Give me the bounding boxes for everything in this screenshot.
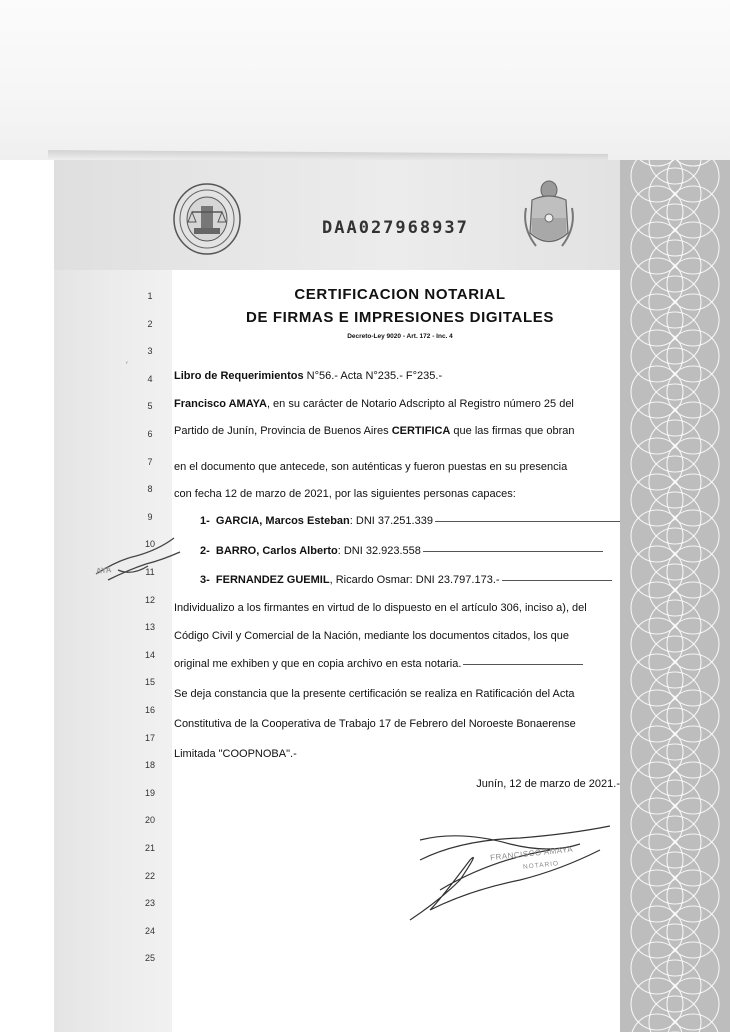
book-reference-line xyxy=(174,370,624,382)
text-line-6 xyxy=(174,425,624,437)
document-subtitle: DE FIRMAS E IMPRESIONES DIGITALES xyxy=(246,309,554,326)
line-6-a: Partido de Junín, Provincia de Buenos Aires xyxy=(174,425,392,437)
line-number: 13 xyxy=(144,622,155,633)
line-6-b: que las firmas que obran xyxy=(450,425,575,437)
line-number: 4 xyxy=(147,373,153,384)
decree-reference: Decreto-Ley 9020 - Art. 172 - Inc. 4 xyxy=(347,333,453,340)
text-line-15: Se deja constancia que la presente certificación se realiza en Ratificación del Acta xyxy=(174,688,575,700)
line-number: 18 xyxy=(144,760,155,771)
text-line-16: Constitutiva de la Cooperativa de Trabajo 17 de Febrero del Noroeste Bonaerense xyxy=(174,718,576,730)
signer-2-name: BARRO, Carlos Alberto xyxy=(215,545,338,557)
text-line-17: Limitada "COOPNOBA".- xyxy=(174,748,297,760)
line-number: 6 xyxy=(147,429,153,439)
signer-2-number: 2- xyxy=(200,545,210,557)
signer-signature xyxy=(88,530,198,590)
line-number: 5 xyxy=(147,401,153,412)
text-line-12: Individualizo a los firmantes en virtud de lo dispuesto en el artículo 306, inciso a), del xyxy=(174,602,587,614)
line-number: 19 xyxy=(144,787,155,798)
text-line-13: Código Civil y Comercial de la Nación, mediante los documentos citados, los que xyxy=(174,630,569,642)
document-title: CERTIFICACION NOTARIAL xyxy=(294,286,506,303)
line-number: 22 xyxy=(144,870,155,881)
notary-name: Francisco AMAYA xyxy=(174,398,267,410)
faded-stamp-text: AYA xyxy=(95,565,112,576)
signer-1-name: GARCIA, Marcos Esteban xyxy=(215,515,350,527)
scan-margin-top xyxy=(0,0,730,160)
signer-1-fill xyxy=(435,521,620,522)
line-number: 17 xyxy=(144,732,155,743)
signer-2-doc: : DNI 32.923.558 xyxy=(337,545,421,557)
line-5-text: , en su carácter de Notario Adscripto al Registro número 25 del xyxy=(266,398,574,410)
notary-signature xyxy=(400,820,620,930)
certifica-word: CERTIFICA xyxy=(391,425,451,437)
line-number: 15 xyxy=(144,677,155,688)
notary-stamp-role: NOTARIO xyxy=(522,860,560,871)
signer-2 xyxy=(200,545,620,557)
line-number: 2 xyxy=(147,318,153,329)
line-number: 24 xyxy=(144,925,155,936)
text-line-7: en el documento que antecede, son auténticas y fueron puestas en su presencia xyxy=(174,461,568,473)
line-number: 25 xyxy=(144,953,155,964)
line-number: 1 xyxy=(147,291,153,301)
line-number: 11 xyxy=(145,567,155,577)
line-number: 20 xyxy=(144,815,155,826)
signer-1 xyxy=(200,515,620,527)
line-number: 3 xyxy=(147,346,153,357)
line-number: 21 xyxy=(144,843,155,853)
text-line-8: con fecha 12 de marzo de 2021, por las siguientes personas capaces: xyxy=(174,488,516,500)
signer-2-fill xyxy=(423,551,603,552)
text-line-5 xyxy=(174,398,624,410)
signer-1-doc: : DNI 37.251.339 xyxy=(349,515,433,527)
guilloche-border xyxy=(620,160,730,1032)
signer-3-name: FERNANDEZ GUEMIL xyxy=(215,574,330,586)
coat-of-arms-icon xyxy=(522,178,576,256)
line-14-fill xyxy=(463,664,583,665)
line-number: 23 xyxy=(144,898,155,909)
line-number: 10 xyxy=(144,539,155,550)
signer-3 xyxy=(200,574,620,586)
signer-1-number: 1- xyxy=(200,515,210,527)
notary-college-seal-icon xyxy=(172,182,242,256)
serial-number: DAA027968937 xyxy=(322,218,469,238)
place-and-date: Junín, 12 de marzo de 2021.- xyxy=(476,778,620,790)
margin-mark: ′ xyxy=(126,360,128,370)
book-ref: N°56.- Acta N°235.- F°235.- xyxy=(303,370,443,382)
signer-3-doc: , Ricardo Osmar: DNI 23.797.173.- xyxy=(329,574,500,586)
signer-3-fill xyxy=(502,580,612,581)
line-number: 7 xyxy=(147,456,153,467)
line-number: 12 xyxy=(144,594,155,605)
line-14-text: original me exhiben y que en copia archivo en esta notaria. xyxy=(174,658,462,670)
line-number: 8 xyxy=(147,484,153,495)
line-number: 16 xyxy=(144,705,155,715)
line-number: 14 xyxy=(144,649,155,660)
notary-stamp-name: FRANCISCO AMAYA xyxy=(489,844,574,863)
book-label: Libro de Requerimientos xyxy=(174,370,304,382)
signer-3-number: 3- xyxy=(200,574,210,586)
text-line-14 xyxy=(174,658,624,670)
line-number: 9 xyxy=(147,511,153,522)
